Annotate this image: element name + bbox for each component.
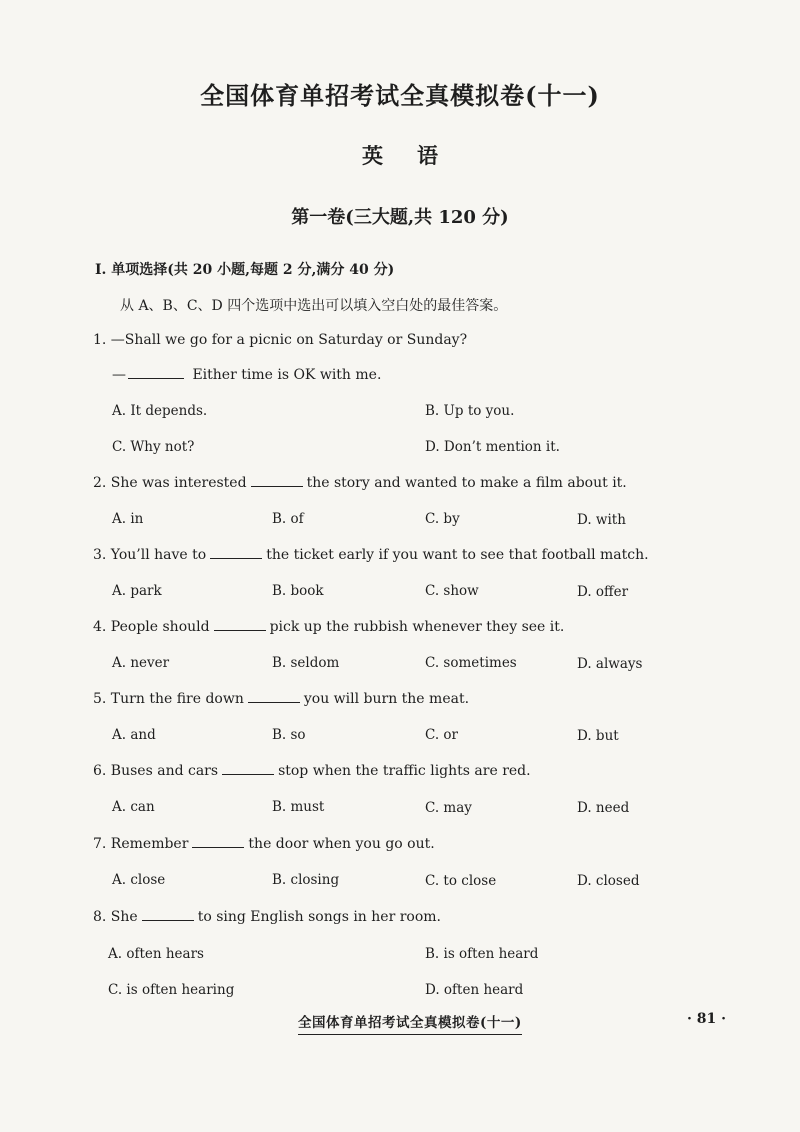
option-a[interactable]: A. close [112,872,166,888]
option-d[interactable]: D. but [577,728,619,744]
question-text: 2. She was interested [93,475,247,491]
question-text: pick up the rubbish whenever they see it. [269,619,565,635]
question-text: the story and wanted to make a film about it. [306,475,627,491]
option-d[interactable]: D. always [577,656,643,672]
option-b[interactable]: B. of [272,511,304,527]
question-text: 7. Remember [93,836,189,852]
question-text: to sing English songs in her room. [197,909,441,925]
section-heading: Ⅰ. 单项选择(共 20 小题,每题 2 分,满分 40 分) [95,262,395,278]
reply-dash: — [112,367,126,383]
question-3-stem [93,547,649,563]
question-2-stem [93,475,627,491]
option-d[interactable]: D. need [577,800,630,816]
option-c[interactable]: C. or [425,727,459,743]
answer-blank[interactable] [142,909,194,921]
option-a[interactable]: A. often hears [108,946,204,962]
option-b[interactable]: B. must [272,799,325,815]
question-text: 3. You’ll have to [93,547,207,563]
option-b[interactable]: B. book [272,583,324,599]
option-b[interactable]: B. seldom [272,655,340,671]
question-text: 4. People should [93,619,210,635]
option-a[interactable]: A. can [112,799,155,815]
volume-heading: 第一卷(三大题,共 120 分) [291,207,509,228]
option-d[interactable]: D. often heard [425,982,524,998]
option-b[interactable]: B. Up to you. [425,403,515,419]
answer-blank[interactable] [210,547,262,559]
question-4-stem [93,619,564,635]
option-b[interactable]: B. closing [272,872,340,888]
option-d[interactable]: D. offer [577,584,629,600]
reply-text: Either time is OK with me. [192,367,382,383]
exam-title: 全国体育单招考试全真模拟卷(十一) [200,81,600,110]
question-text: 5. Turn the fire down [93,691,244,707]
question-text: 8. She [93,909,138,925]
option-d[interactable]: D. Don’t mention it. [425,439,560,455]
question-6-stem [93,763,531,779]
option-b[interactable]: B. is often heard [425,946,539,962]
question-1-reply [112,367,381,383]
page-number: · 81 · [687,1011,726,1027]
question-8-stem [93,909,441,925]
option-d[interactable]: D. closed [577,873,640,889]
answer-blank[interactable] [248,691,300,703]
question-1-stem [93,332,467,348]
section-instruction: 从 A、B、C、D 四个选项中选出可以填入空白处的最佳答案。 [120,298,508,314]
question-5-stem [93,691,469,707]
option-a[interactable]: A. in [112,511,144,527]
option-c[interactable]: C. sometimes [425,655,517,671]
option-c[interactable]: C. Why not? [112,439,195,455]
question-text: you will burn the meat. [303,691,470,707]
option-b[interactable]: B. so [272,727,306,743]
option-a[interactable]: A. never [112,655,170,671]
footer-title: 全国体育单招考试全真模拟卷(十一) [298,1011,522,1035]
answer-blank[interactable] [214,619,266,631]
option-c[interactable]: C. to close [425,873,497,889]
subject-heading: 英语 [362,143,472,168]
option-a[interactable]: A. It depends. [112,403,208,419]
option-a[interactable]: A. park [112,583,162,599]
option-c[interactable]: C. show [425,583,479,599]
question-7-stem [93,836,435,852]
question-text: 1. —Shall we go for a picnic on Saturday or Sunday? [93,332,468,348]
question-text: stop when the traffic lights are red. [278,763,531,779]
question-text: the door when you go out. [248,836,435,852]
question-text: 6. Buses and cars [93,763,219,779]
answer-blank[interactable] [192,836,244,848]
option-c[interactable]: C. may [425,800,472,816]
option-c[interactable]: C. is often hearing [108,982,235,998]
option-d[interactable]: D. with [577,512,626,528]
answer-blank[interactable] [128,367,184,379]
answer-blank[interactable] [251,475,303,487]
option-c[interactable]: C. by [425,511,460,527]
answer-blank[interactable] [222,763,274,775]
question-text: the ticket early if you want to see that football match. [266,547,649,563]
option-a[interactable]: A. and [112,727,156,743]
